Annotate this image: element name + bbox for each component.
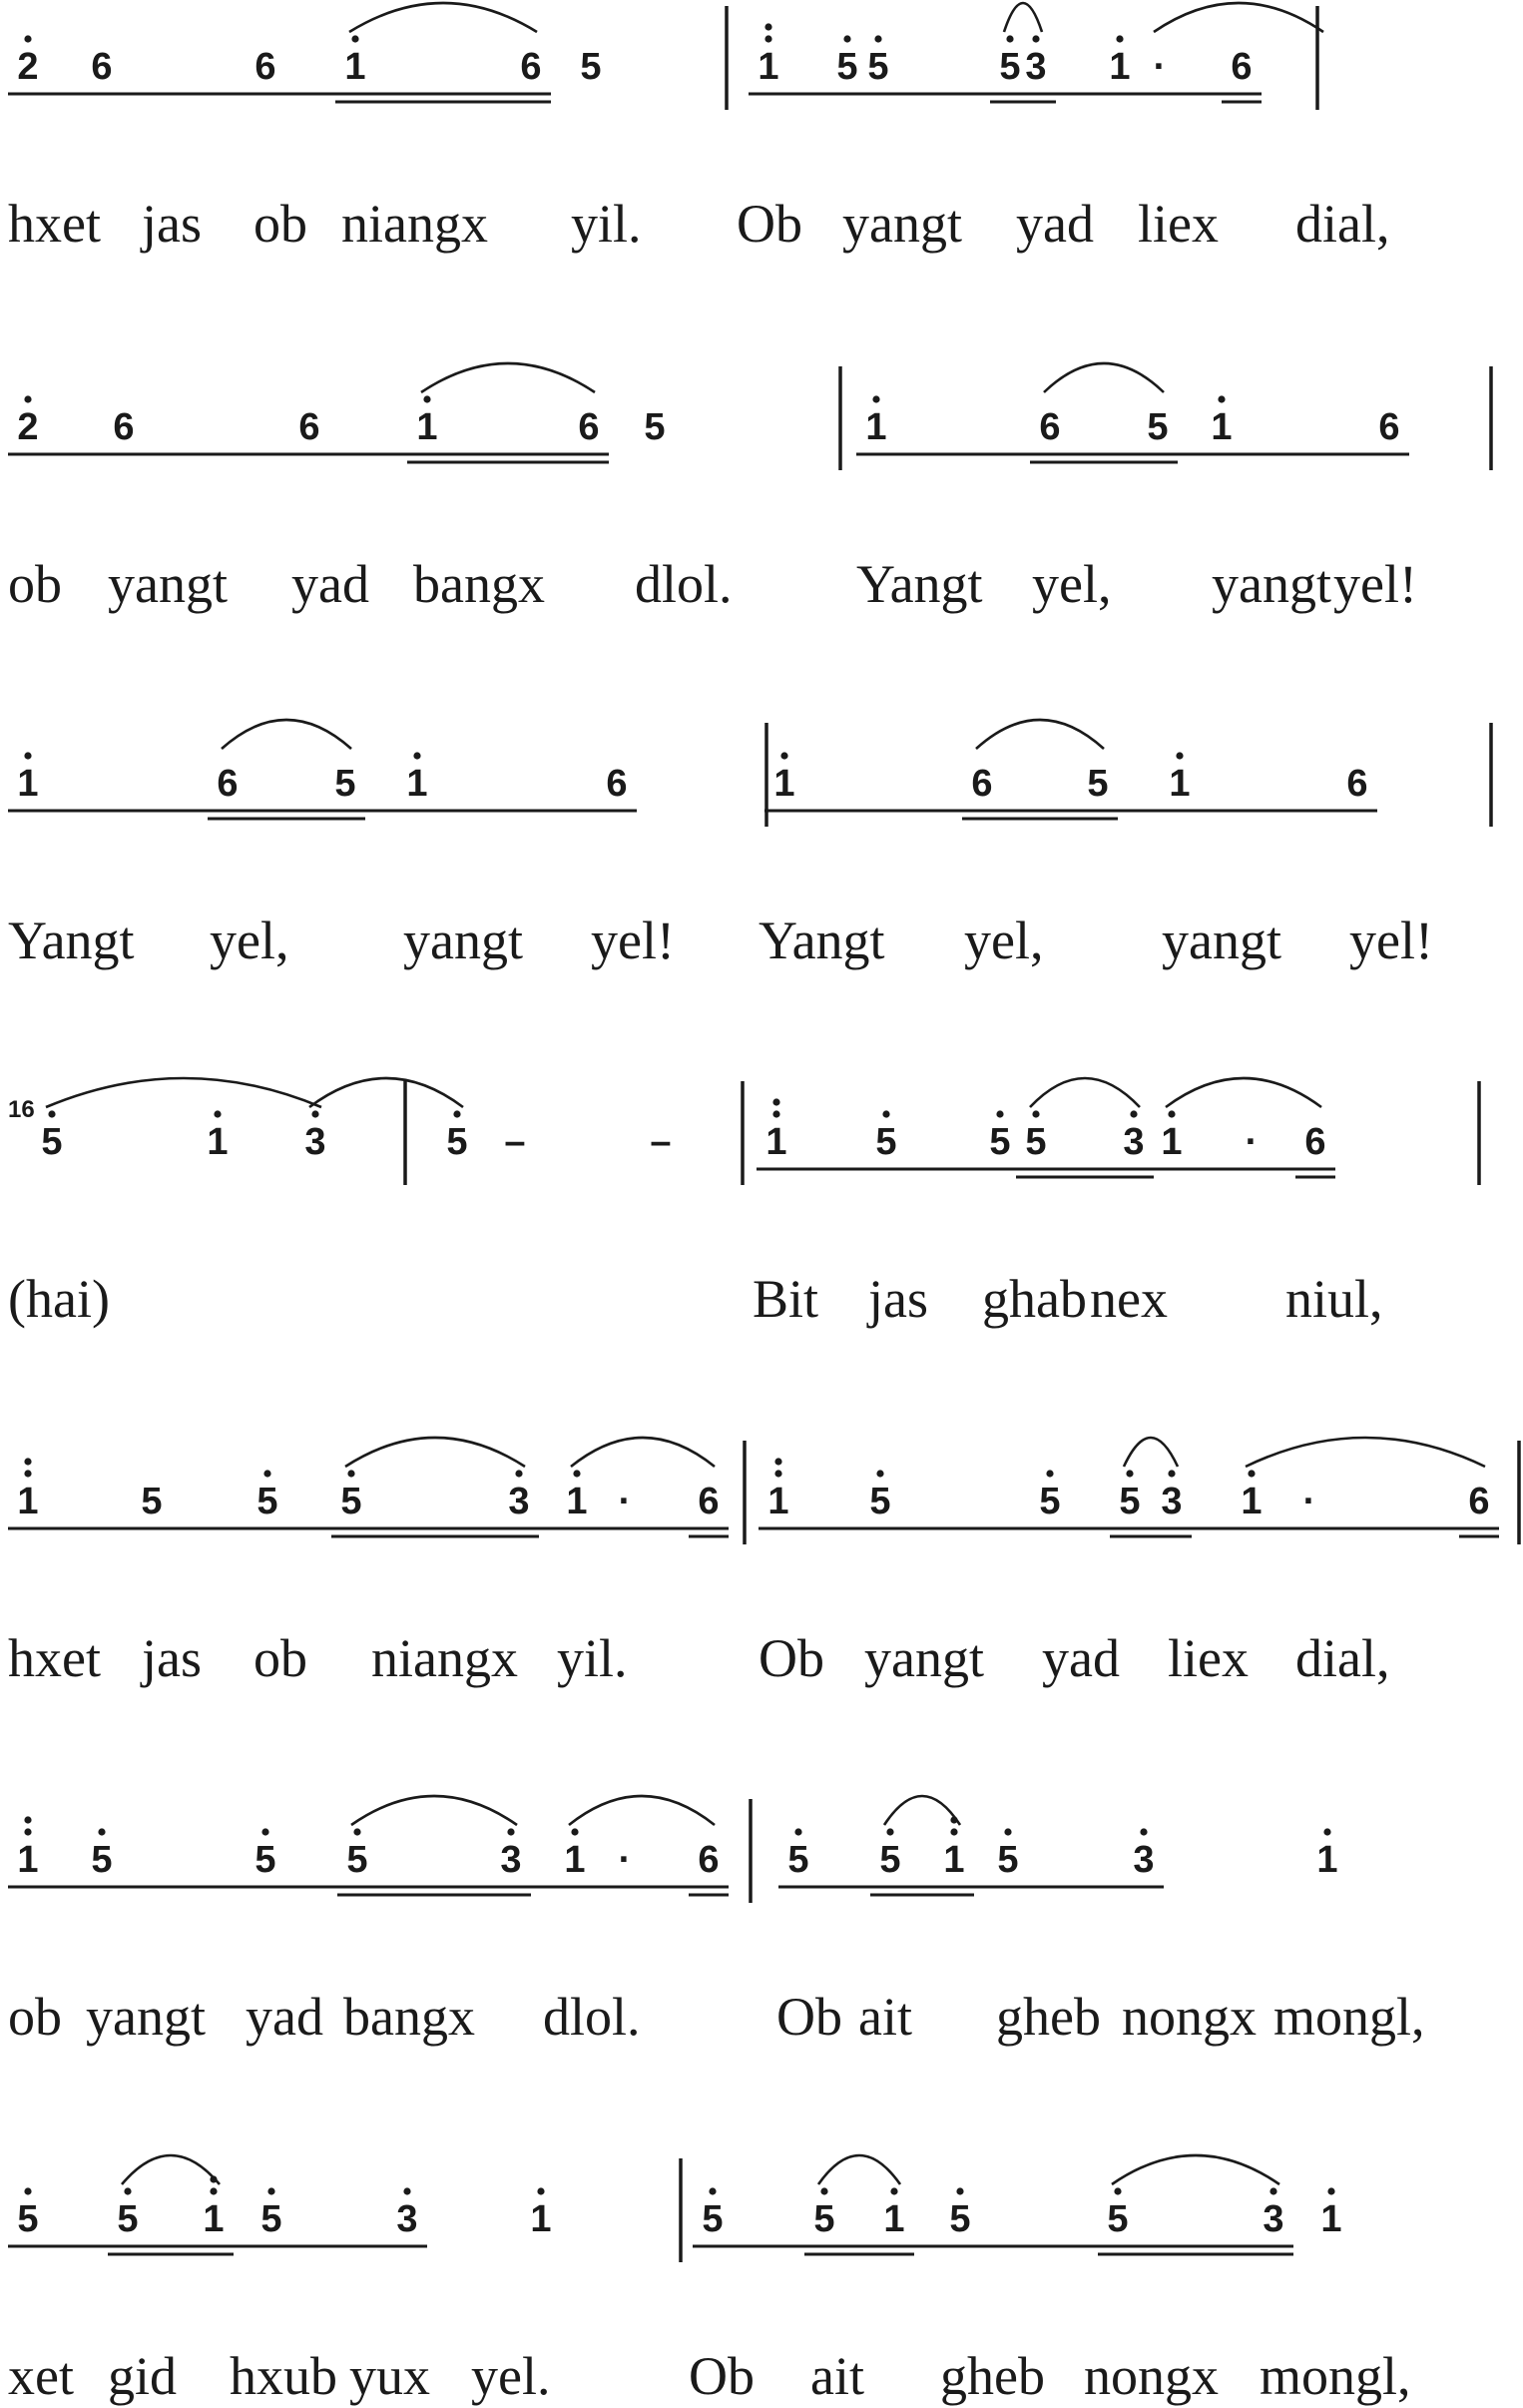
lyric-word: nongx	[1122, 1987, 1257, 2047]
lyric-word: dlol.	[635, 554, 733, 614]
octave-dot	[820, 2187, 827, 2194]
note-digit: 1	[17, 763, 39, 805]
slur	[1004, 3, 1042, 32]
note-digit: 1	[1241, 1481, 1263, 1522]
note-digit: 3	[500, 1839, 522, 1881]
lyric-word: gid	[108, 2346, 178, 2406]
note-digit: 6	[113, 406, 135, 448]
slur	[571, 1438, 715, 1467]
note-digit: 6	[698, 1839, 720, 1881]
octave-dot	[772, 1110, 779, 1117]
octave-dot	[423, 395, 430, 402]
octave-dot	[351, 35, 358, 42]
note-digit: 1	[530, 2198, 552, 2240]
lyric-word: yel,	[964, 910, 1044, 970]
lyric-word: gheb	[940, 2346, 1045, 2406]
octave-dot	[780, 752, 787, 759]
note-digit: 5	[41, 1121, 63, 1163]
octave-dot	[537, 2187, 544, 2194]
slur	[976, 720, 1104, 749]
octave-dot	[48, 1110, 55, 1117]
note-digit: 1	[564, 1839, 586, 1881]
lyric-word: mongl,	[1273, 1987, 1425, 2047]
augmentation-dot: ·	[618, 1481, 632, 1522]
lyric-word: yel.	[471, 2346, 551, 2406]
note-digit: 5	[17, 2198, 39, 2240]
slur	[884, 1796, 960, 1825]
note-digit: 5	[702, 2198, 724, 2240]
lyric-word: yel,	[210, 910, 289, 970]
note-digit: 5	[869, 1481, 891, 1522]
lyric-word: yad	[1016, 194, 1094, 254]
lyric-word: Yangt	[759, 910, 885, 970]
note-digit: 6	[578, 406, 600, 448]
note-digit: 5	[340, 1481, 362, 1522]
lyric-word: yel,	[1032, 554, 1112, 614]
lyric-word: Bit	[753, 1269, 819, 1329]
lyric-word: yux	[349, 2346, 430, 2406]
octave-dot	[1046, 1470, 1053, 1477]
note-digit: 3	[1133, 1839, 1155, 1881]
note-digit: 6	[217, 763, 239, 805]
octave-dot	[571, 1828, 578, 1835]
note-digit: 1	[207, 1121, 229, 1163]
octave-dot	[794, 1828, 801, 1835]
slur	[1154, 3, 1323, 32]
note-digit: 5	[1039, 1481, 1061, 1522]
lyric-word: nongx	[1084, 2346, 1219, 2406]
lyric-word: jas	[142, 1628, 202, 1688]
system-6	[8, 1796, 1425, 2047]
lyric-word: yangt	[842, 194, 962, 254]
lyric-word: Ob	[776, 1987, 842, 2047]
note-digit: 5	[91, 1839, 113, 1881]
lyric-word: jas	[142, 194, 202, 254]
lyric-word: Ob	[737, 194, 802, 254]
lyric-word: yad	[1042, 1628, 1120, 1688]
octave-dot	[573, 1470, 580, 1477]
dash-sustain: –	[504, 1121, 526, 1163]
note-digit: 5	[1107, 2198, 1129, 2240]
octave-dot	[709, 2187, 716, 2194]
slur	[351, 1796, 517, 1825]
octave-dot	[263, 1470, 270, 1477]
note-digit: 5	[813, 2198, 835, 2240]
lyric-word: yangt	[86, 1987, 206, 2047]
note-digit: 5	[334, 763, 356, 805]
note-digit: 3	[1161, 1481, 1183, 1522]
lyric-word: yangt	[403, 910, 523, 970]
lyric-word: bangx	[413, 554, 545, 614]
octave-dot	[874, 35, 881, 42]
lyric-word: ghab	[982, 1269, 1087, 1329]
octave-dot	[1218, 395, 1225, 402]
octave-dot	[24, 35, 31, 42]
note-digit: 6	[254, 46, 276, 88]
note-digit: 5	[1025, 1121, 1047, 1163]
lyric-word: (hai)	[8, 1269, 110, 1329]
octave-dot	[956, 2187, 963, 2194]
note-digit: 3	[396, 2198, 418, 2240]
system-5	[8, 1438, 1519, 1688]
lyric-word: yel!	[1333, 554, 1417, 614]
lyric-word: yad	[246, 1987, 323, 2047]
note-digit: 5	[644, 406, 666, 448]
note-digit: 6	[698, 1481, 720, 1522]
octave-dot	[1004, 1828, 1011, 1835]
slur	[46, 1078, 321, 1107]
octave-dot	[772, 1098, 779, 1105]
octave-dot	[764, 35, 771, 42]
note-digit: 5	[787, 1839, 809, 1881]
slur	[1166, 1078, 1321, 1107]
lyric-word: Yangt	[856, 554, 983, 614]
note-digit: 5	[1119, 1481, 1141, 1522]
note-digit: 5	[997, 1839, 1019, 1881]
note-digit: 3	[304, 1121, 326, 1163]
note-digit: 1	[17, 1839, 39, 1881]
lyric-word: ob	[8, 1987, 62, 2047]
slur	[569, 1796, 715, 1825]
note-digit: 5	[879, 1839, 901, 1881]
lyric-word: dial,	[1295, 194, 1390, 254]
slur	[309, 1078, 463, 1107]
system-4	[8, 1078, 1479, 1329]
octave-dot	[353, 1828, 360, 1835]
note-digit: 1	[865, 406, 887, 448]
note-digit: 1	[758, 46, 779, 88]
note-digit: 5	[867, 46, 889, 88]
lyric-word: yangt	[108, 554, 228, 614]
note-digit: 5	[141, 1481, 163, 1522]
augmentation-dot: ·	[1153, 46, 1167, 88]
octave-dot	[1140, 1828, 1147, 1835]
note-digit: 1	[203, 2198, 225, 2240]
note-digit: 1	[773, 763, 795, 805]
note-digit: 1	[1211, 406, 1233, 448]
octave-dot	[1327, 2187, 1334, 2194]
note-digit: 1	[344, 46, 366, 88]
note-digit: 6	[1346, 763, 1368, 805]
note-digit: 6	[1304, 1121, 1326, 1163]
slur	[1030, 1078, 1140, 1107]
system-2	[8, 363, 1491, 614]
octave-dot	[882, 1110, 889, 1117]
lyric-word: jas	[868, 1269, 928, 1329]
octave-dot	[403, 2187, 410, 2194]
lyric-word: Yangt	[8, 910, 135, 970]
lyric-word: yangt	[864, 1628, 984, 1688]
note-digit: 1	[765, 1121, 787, 1163]
note-digit: 1	[1316, 1839, 1338, 1881]
note-digit: 3	[1263, 2198, 1284, 2240]
octave-dot	[413, 752, 420, 759]
note-digit: 5	[999, 46, 1021, 88]
lyric-word: liex	[1138, 194, 1219, 254]
note-digit: 2	[17, 46, 39, 88]
slur	[818, 2155, 900, 2184]
augmentation-dot: ·	[1302, 1481, 1316, 1522]
note-digit: 6	[971, 763, 993, 805]
lyric-word: yangt	[1162, 910, 1281, 970]
lyric-word: niul,	[1285, 1269, 1383, 1329]
octave-dot	[214, 1110, 221, 1117]
slur	[421, 363, 595, 392]
lyric-word: Ob	[759, 1628, 824, 1688]
note-digit: 5	[346, 1839, 368, 1881]
octave-dot	[124, 2187, 131, 2194]
octave-dot	[1168, 1110, 1175, 1117]
octave-dot	[24, 752, 31, 759]
lyric-word: liex	[1168, 1628, 1249, 1688]
note-digit: 6	[606, 763, 628, 805]
lyric-word: yel!	[1349, 910, 1433, 970]
octave-dot	[24, 1816, 31, 1823]
note-digit: 5	[446, 1121, 468, 1163]
augmentation-dot: ·	[1245, 1121, 1259, 1163]
octave-dot	[1006, 35, 1013, 42]
octave-dot	[1176, 752, 1183, 759]
lyric-word: niangx	[341, 194, 488, 254]
augmentation-dot: ·	[618, 1839, 632, 1881]
lyric-word: yil.	[557, 1628, 628, 1688]
slur	[1112, 2155, 1279, 2184]
system-7	[8, 2155, 1411, 2406]
note-digit: 1	[566, 1481, 588, 1522]
octave-dot	[1269, 2187, 1276, 2194]
note-digit: 1	[1161, 1121, 1183, 1163]
note-digit: 1	[883, 2198, 905, 2240]
note-digit: 3	[508, 1481, 530, 1522]
octave-dot	[24, 1470, 31, 1477]
octave-dot	[210, 2187, 217, 2194]
note-digit: 1	[1109, 46, 1131, 88]
note-digit: 5	[580, 46, 602, 88]
note-digit: 1	[943, 1839, 965, 1881]
note-digit: 2	[17, 406, 39, 448]
slur	[1044, 363, 1164, 392]
slur	[1246, 1438, 1485, 1467]
octave-dot	[886, 1828, 893, 1835]
octave-dot	[24, 1458, 31, 1465]
grace-note: 16	[8, 1096, 35, 1123]
lyric-word: dial,	[1295, 1628, 1390, 1688]
octave-dot	[1114, 2187, 1121, 2194]
octave-dot	[311, 1110, 318, 1117]
note-digit: 6	[1039, 406, 1061, 448]
slur	[345, 1438, 525, 1467]
lyric-word: xet	[8, 2346, 74, 2406]
lyric-word: yangt	[1212, 554, 1331, 614]
slur	[122, 2155, 220, 2184]
lyric-word: ob	[254, 1628, 307, 1688]
note-digit: 1	[416, 406, 438, 448]
lyric-word: mongl,	[1260, 2346, 1411, 2406]
octave-dot	[764, 23, 771, 30]
dash-sustain: –	[650, 1121, 672, 1163]
note-digit: 3	[1025, 46, 1047, 88]
lyric-word: hxet	[8, 1628, 101, 1688]
note-digit: 1	[1169, 763, 1191, 805]
octave-dot	[950, 1828, 957, 1835]
octave-dot	[1248, 1470, 1255, 1477]
octave-dot	[1116, 35, 1123, 42]
lyric-word: Ob	[689, 2346, 755, 2406]
octave-dot	[24, 2187, 31, 2194]
octave-dot	[1130, 1110, 1137, 1117]
lyric-word: ait	[858, 1987, 912, 2047]
system-3	[8, 720, 1491, 970]
note-digit: 5	[117, 2198, 139, 2240]
lyric-word: hxet	[8, 194, 101, 254]
lyric-word: ait	[810, 2346, 864, 2406]
lyric-word: ob	[8, 554, 62, 614]
note-digit: 6	[1378, 406, 1400, 448]
octave-dot	[98, 1828, 105, 1835]
note-digit: 6	[298, 406, 320, 448]
octave-dot	[347, 1470, 354, 1477]
system-1	[8, 3, 1389, 254]
slur	[1124, 1438, 1178, 1467]
note-digit: 5	[254, 1839, 276, 1881]
note-digit: 1	[767, 1481, 789, 1522]
lyric-word: yel!	[591, 910, 675, 970]
lyric-word: nex	[1090, 1269, 1168, 1329]
octave-dot	[1032, 1110, 1039, 1117]
lyric-word: yil.	[571, 194, 642, 254]
octave-dot	[507, 1828, 514, 1835]
note-digit: 6	[1231, 46, 1253, 88]
lyric-word: hxub	[230, 2346, 337, 2406]
note-digit: 5	[1147, 406, 1169, 448]
octave-dot	[774, 1458, 781, 1465]
note-digit: 5	[989, 1121, 1011, 1163]
lyric-word: ob	[254, 194, 307, 254]
octave-dot	[1323, 1828, 1330, 1835]
octave-dot	[843, 35, 850, 42]
lyric-word: bangx	[343, 1987, 475, 2047]
octave-dot	[774, 1470, 781, 1477]
note-digit: 5	[1087, 763, 1109, 805]
octave-dot	[1032, 35, 1039, 42]
note-digit: 6	[520, 46, 542, 88]
octave-dot	[1168, 1470, 1175, 1477]
lyric-word: gheb	[996, 1987, 1101, 2047]
note-digit: 1	[17, 1481, 39, 1522]
octave-dot	[1126, 1470, 1133, 1477]
note-digit: 5	[836, 46, 858, 88]
octave-dot	[267, 2187, 274, 2194]
octave-dot	[872, 395, 879, 402]
octave-dot	[515, 1470, 522, 1477]
note-digit: 6	[1468, 1481, 1490, 1522]
note-digit: 5	[260, 2198, 282, 2240]
note-digit: 5	[949, 2198, 971, 2240]
octave-dot	[24, 1828, 31, 1835]
octave-dot	[261, 1828, 268, 1835]
octave-dot	[996, 1110, 1003, 1117]
octave-dot	[890, 2187, 897, 2194]
note-digit: 3	[1123, 1121, 1145, 1163]
note-digit: 5	[256, 1481, 278, 1522]
lyric-word: dlol.	[543, 1987, 641, 2047]
lyric-word: yad	[291, 554, 369, 614]
note-digit: 5	[875, 1121, 897, 1163]
note-digit: 1	[1320, 2198, 1342, 2240]
slur	[222, 720, 351, 749]
octave-dot	[876, 1470, 883, 1477]
octave-dot	[453, 1110, 460, 1117]
slur	[349, 3, 537, 32]
note-digit: 6	[91, 46, 113, 88]
lyric-word: niangx	[371, 1628, 518, 1688]
note-digit: 1	[406, 763, 428, 805]
octave-dot	[24, 395, 31, 402]
